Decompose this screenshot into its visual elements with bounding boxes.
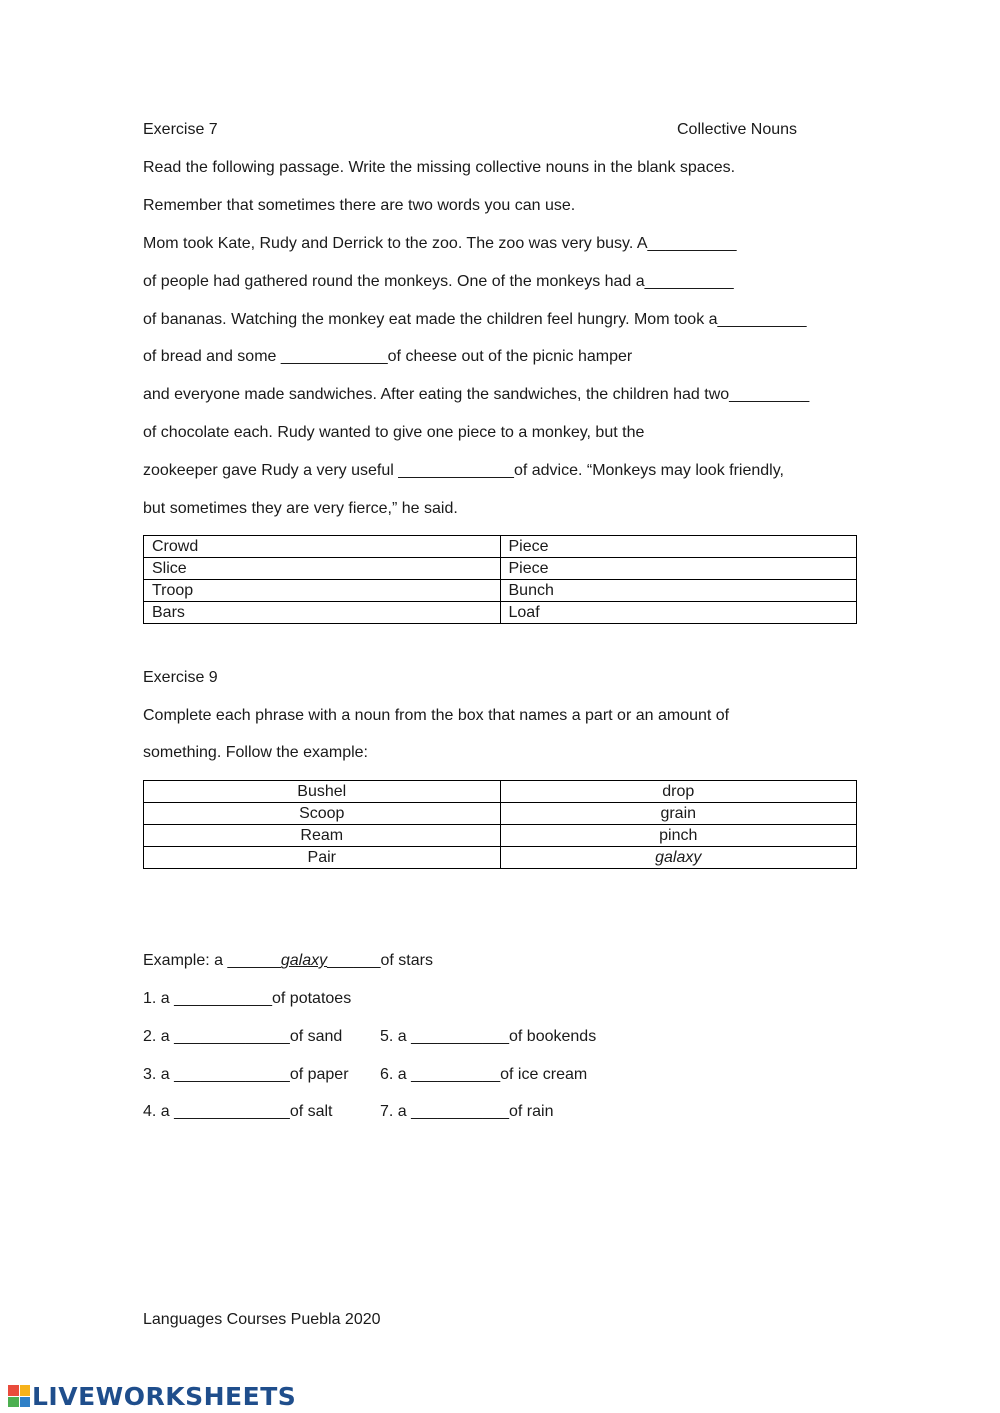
table-cell: Scoop [144,803,501,825]
table-row [144,558,857,580]
table-row [144,781,857,803]
table-row [144,803,857,825]
table-row [144,602,857,624]
footer: Languages Courses Puebla 2020 [143,1311,381,1328]
table-row [144,825,857,847]
logo-square [20,1385,31,1396]
exercise7-line-6: of bread and some ____________of cheese out of the picnic hamper [143,348,633,365]
example-line [143,951,433,971]
item-2[interactable]: 2. a _____________of sand [143,1028,343,1045]
exercise7-line-5: of bananas. Watching the monkey eat made the children feel hungry. Mom took a__________ [143,311,807,328]
table-row [144,847,857,869]
table-cell: Crowd [144,536,501,558]
exercise7-title: Exercise 7 [143,121,218,138]
exercise7-line-10: but sometimes they are very fierce,” he said. [143,500,458,517]
table-cell: galaxy [500,847,857,869]
table-cell: Loaf [500,602,857,624]
exercise7-line-9: zookeeper gave Rudy a very useful _____________of advice. “Monkeys may look friendly, [143,462,784,479]
item-4[interactable]: 4. a _____________of salt [143,1103,333,1120]
logo-square [20,1397,31,1408]
table-cell: Bunch [500,580,857,602]
table-row [144,580,857,602]
table-cell: Bars [144,602,501,624]
example-prefix: Example: a ______ [143,952,281,969]
example-answer: galaxy [280,952,328,969]
exercise7-line-3: Mom took Kate, Rudy and Derrick to the zoo. The zoo was very busy. A__________ [143,235,737,252]
item-7[interactable]: 7. a ___________of rain [380,1103,554,1120]
logo-mark-icon [8,1385,30,1407]
example-suffix: ______of stars [327,952,433,969]
brand-name: LIVEWORKSHEETS [32,1381,297,1411]
item-1[interactable]: 1. a ___________of potatoes [143,990,352,1007]
exercise7-topic: Collective Nouns [677,121,798,138]
exercise7-line-8: of chocolate each. Rudy wanted to give one piece to a monkey, but the [143,424,645,441]
exercise9-line-1: Complete each phrase with a noun from the box that names a part or an amount of [143,707,730,724]
item-3[interactable]: 3. a _____________of paper [143,1066,349,1083]
table-cell: Piece [500,536,857,558]
table-cell: Ream [144,825,501,847]
table-row [144,536,857,558]
table-cell: Slice [144,558,501,580]
table-cell: Troop [144,580,501,602]
item-5[interactable]: 5. a ___________of bookends [380,1028,597,1045]
exercise7-line-1: Read the following passage. Write the missing collective nouns in the blank spaces. [143,159,736,176]
logo-square [8,1385,19,1396]
table-cell: Pair [144,847,501,869]
exercise9-line-2: something. Follow the example: [143,744,368,761]
liveworksheets-logo[interactable] [8,1382,296,1410]
exercise9-title: Exercise 9 [143,669,218,686]
exercise7-line-4: of people had gathered round the monkeys. One of the monkeys had a__________ [143,273,734,290]
exercise7-word-table [143,535,857,624]
item-6[interactable]: 6. a __________of ice cream [380,1066,588,1083]
exercise9-word-table [143,780,857,869]
exercise7-line-7: and everyone made sandwiches. After eating the sandwiches, the children had two_________ [143,386,810,403]
table-cell: Piece [500,558,857,580]
exercise7-line-2: Remember that sometimes there are two words you can use. [143,197,576,214]
table-cell: drop [500,781,857,803]
table-cell: grain [500,803,857,825]
logo-square [8,1397,19,1408]
table-cell: Bushel [144,781,501,803]
table-cell: pinch [500,825,857,847]
